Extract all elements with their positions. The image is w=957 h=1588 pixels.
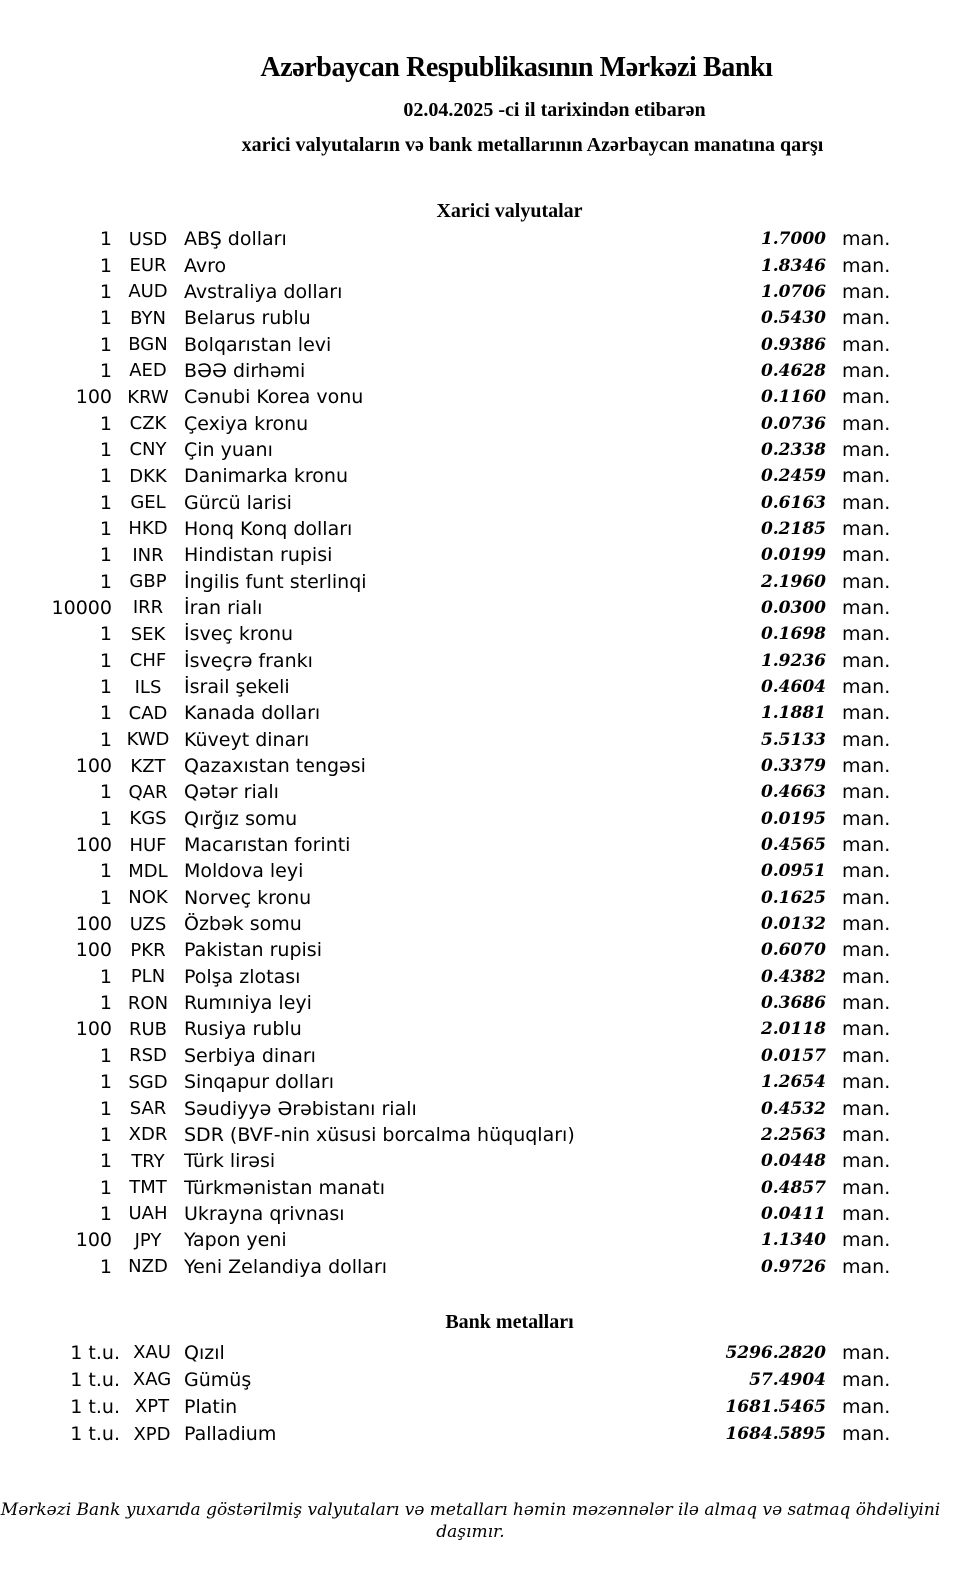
rate-value-cell: 0.0736 <box>760 413 826 434</box>
unit-label-cell: man. <box>842 1341 891 1364</box>
unit-label-cell: man. <box>842 1176 891 1199</box>
currency-row <box>0 1095 891 1121</box>
unit-label-cell: man. <box>842 228 891 251</box>
currency-name-cell: Honq Konq dolları <box>184 517 353 540</box>
quantity-cell: 1 t.u. <box>70 1423 120 1446</box>
currency-row <box>0 937 891 963</box>
currency-name-cell: Bolqarıstan levi <box>184 333 332 356</box>
unit-label-cell: man. <box>842 307 891 330</box>
currency-row <box>0 1043 891 1069</box>
unit-label-cell: man. <box>842 1150 891 1173</box>
currency-name-cell: Çexiya kronu <box>184 412 309 435</box>
currency-row <box>0 1122 891 1148</box>
currency-name-cell: Avstraliya dolları <box>184 280 343 303</box>
rate-value-cell: 2.0118 <box>760 1019 826 1040</box>
quantity-cell: 1 <box>99 1255 112 1278</box>
currency-name-cell: Danimarka kronu <box>184 465 349 488</box>
rate-value-cell: 0.4857 <box>760 1177 826 1198</box>
currency-name-cell: Avro <box>184 254 227 277</box>
rate-value-cell: 5.5133 <box>760 729 826 750</box>
metal-row <box>0 1339 891 1366</box>
currency-row <box>0 858 891 884</box>
quantity-cell: 1 <box>99 491 112 514</box>
currency-code-cell: CZK <box>129 413 167 435</box>
currency-name-cell: Qızıl <box>184 1341 225 1364</box>
rate-value-cell: 0.4628 <box>760 360 826 381</box>
currency-code-cell: RUB <box>128 1018 168 1040</box>
unit-label-cell: man. <box>842 702 891 725</box>
currency-name-cell: Polşa zlotası <box>184 965 301 988</box>
currency-row <box>0 1016 891 1042</box>
currency-name-cell: Pakistan rupisi <box>184 939 322 962</box>
unit-label-cell: man. <box>842 728 891 751</box>
currency-name-cell: ABŞ dolları <box>184 228 287 251</box>
quantity-cell: 1 <box>99 438 112 461</box>
quantity-cell: 1 <box>99 807 112 830</box>
rate-value-cell: 1.9236 <box>760 650 826 671</box>
unit-label-cell: man. <box>842 1123 891 1146</box>
currency-row <box>0 674 891 700</box>
rate-value-cell: 1.8346 <box>760 255 826 276</box>
currency-name-cell: Belarus rublu <box>184 307 311 330</box>
currency-row <box>0 358 891 384</box>
quantity-cell: 100 <box>75 939 112 962</box>
currency-row <box>0 964 891 990</box>
metal-row <box>0 1393 891 1420</box>
quantity-cell: 1 <box>99 965 112 988</box>
currency-code-cell: MDL <box>128 860 168 882</box>
currency-name-cell: Platin <box>184 1395 238 1418</box>
currency-name-cell: Türkmənistan manatı <box>184 1176 386 1199</box>
currency-name-cell: SDR (BVF-nin xüsusi borcalma hüquqları) <box>184 1123 575 1146</box>
rate-value-cell: 0.0448 <box>760 1151 826 1172</box>
rate-value-cell: 1.1340 <box>760 1230 826 1251</box>
currency-name-cell: Özbək somu <box>184 913 302 936</box>
unit-label-cell: man. <box>842 649 891 672</box>
currency-name-cell: Qırğız somu <box>184 807 298 830</box>
currency-row <box>0 885 891 911</box>
currency-name-cell: Gümüş <box>184 1368 252 1391</box>
currency-row <box>0 437 891 463</box>
currency-code-cell: TRY <box>131 1150 165 1172</box>
unit-label-cell: man. <box>842 965 891 988</box>
quantity-cell: 1 <box>99 1176 112 1199</box>
quantity-cell: 1 <box>99 254 112 277</box>
currency-row <box>0 621 891 647</box>
quantity-cell: 1 <box>99 1123 112 1146</box>
currency-code-cell: QAR <box>128 781 168 803</box>
quantity-cell: 100 <box>75 834 112 857</box>
currency-name-cell: Qazaxıstan tengəsi <box>184 755 366 778</box>
unit-label-cell: man. <box>842 438 891 461</box>
currency-row <box>0 463 891 489</box>
rate-value-cell: 2.2563 <box>760 1124 826 1145</box>
quantity-cell: 10000 <box>51 596 112 619</box>
currency-row <box>0 779 891 805</box>
currency-row <box>0 1253 891 1279</box>
currency-name-cell: Moldova leyi <box>184 860 304 883</box>
metals-section-heading-label: Bank metalları <box>445 1311 574 1333</box>
quantity-cell: 1 <box>99 1071 112 1094</box>
quantity-cell: 1 <box>99 781 112 804</box>
unit-label-cell: man. <box>842 1202 891 1225</box>
unit-label-cell: man. <box>842 860 891 883</box>
quantity-cell: 1 <box>99 359 112 382</box>
currency-code-cell: AED <box>129 360 167 382</box>
currency-row <box>0 568 891 594</box>
currency-name-cell: Rusiya rublu <box>184 1018 302 1041</box>
unit-label-cell: man. <box>842 596 891 619</box>
rate-value-cell: 1684.5895 <box>725 1424 826 1445</box>
metals-table <box>0 1339 891 1448</box>
currency-name-cell: İran rialı <box>184 596 263 619</box>
currency-row <box>0 331 891 357</box>
footer-note-text: Mərkəzi Bank yuxarıda göstərilmiş valyutaları və metalları həmin məzənnələr ilə almaq və satmaq öhdəliyini daşımır. <box>0 1500 941 1542</box>
metal-row <box>0 1421 891 1448</box>
unit-label-cell: man. <box>842 1368 891 1391</box>
rate-value-cell: 1.0706 <box>760 281 826 302</box>
currency-name-cell: Qətər rialı <box>184 781 279 804</box>
unit-label-cell: man. <box>842 676 891 699</box>
unit-label-cell: man. <box>842 886 891 909</box>
rate-value-cell: 0.9386 <box>760 334 826 355</box>
currency-row <box>0 1148 891 1174</box>
currency-name-cell: Ukrayna qrivnası <box>184 1202 345 1225</box>
currency-row <box>0 595 891 621</box>
rate-value-cell: 1.1881 <box>760 703 826 724</box>
document-header <box>0 50 957 157</box>
currency-code-cell: BYN <box>130 307 166 329</box>
rate-value-cell: 0.4663 <box>760 782 826 803</box>
currency-name-cell: İsveç kronu <box>184 623 294 646</box>
quantity-cell: 1 <box>99 1202 112 1225</box>
currency-code-cell: BGN <box>128 334 168 356</box>
currency-code-cell: KWD <box>126 729 170 751</box>
currency-code-cell: RON <box>127 992 169 1014</box>
rate-value-cell: 0.2459 <box>760 466 826 487</box>
currency-name-cell: Küveyt dinarı <box>184 728 310 751</box>
currency-code-cell: SEK <box>130 623 166 645</box>
currency-row <box>0 753 891 779</box>
currency-row <box>0 279 891 305</box>
currency-row <box>0 226 891 252</box>
rate-value-cell: 0.3686 <box>760 993 826 1014</box>
quantity-cell: 1 t.u. <box>70 1368 120 1391</box>
unit-label-cell: man. <box>842 491 891 514</box>
currency-name-cell: İsveçrə frankı <box>184 649 313 672</box>
quantity-cell: 1 <box>99 649 112 672</box>
currency-code-cell: USD <box>128 228 168 250</box>
unit-label-cell: man. <box>842 1255 891 1278</box>
currency-row <box>0 542 891 568</box>
currency-row <box>0 410 891 436</box>
currency-code-cell: PKR <box>130 939 166 961</box>
currency-code-cell: SAR <box>129 1098 167 1120</box>
currency-code-cell: JPY <box>134 1229 162 1251</box>
rate-value-cell: 0.1625 <box>760 887 826 908</box>
rate-value-cell: 1.2654 <box>760 1072 826 1093</box>
currency-row <box>0 1174 891 1200</box>
unit-label-cell: man. <box>842 280 891 303</box>
currencies-section-heading <box>0 199 957 223</box>
currency-row <box>0 384 891 410</box>
currency-name-cell: Cənubi Korea vonu <box>184 386 364 409</box>
unit-label-cell: man. <box>842 1229 891 1252</box>
currency-name-cell: Palladium <box>184 1423 277 1446</box>
unit-label-cell: man. <box>842 755 891 778</box>
currency-name-cell: Kanada dolları <box>184 702 321 725</box>
footer-note <box>0 1499 957 1543</box>
unit-label-cell: man. <box>842 1044 891 1067</box>
currency-code-cell: HUF <box>129 834 167 856</box>
unit-label-cell: man. <box>842 1423 891 1446</box>
currency-code-cell: NZD <box>128 1256 168 1278</box>
quantity-cell: 1 <box>99 517 112 540</box>
currency-code-cell: XPD <box>133 1423 171 1445</box>
rate-value-cell: 0.0132 <box>760 914 826 935</box>
currency-code-cell: EUR <box>129 255 167 277</box>
rate-value-cell: 0.1698 <box>760 624 826 645</box>
quantity-cell: 1 <box>99 886 112 909</box>
currency-code-cell: GEL <box>130 492 166 514</box>
quantity-cell: 100 <box>75 913 112 936</box>
currency-code-cell: UZS <box>129 913 167 935</box>
unit-label-cell: man. <box>842 834 891 857</box>
unit-label-cell: man. <box>842 1395 891 1418</box>
rate-value-cell: 0.0951 <box>760 861 826 882</box>
currency-row <box>0 806 891 832</box>
rate-value-cell: 0.0300 <box>760 597 826 618</box>
unit-label-cell: man. <box>842 992 891 1015</box>
currency-name-cell: Gürcü larisi <box>184 491 292 514</box>
currency-row <box>0 1227 891 1253</box>
currency-row <box>0 911 891 937</box>
page-subtitle: xarici valyutaların və bank metallarının Azərbaycan manatına qarşı <box>241 134 824 156</box>
quantity-cell: 1 <box>99 1044 112 1067</box>
quantity-cell: 100 <box>75 755 112 778</box>
rate-value-cell: 0.4382 <box>760 966 826 987</box>
currency-name-cell: Serbiya dinarı <box>184 1044 316 1067</box>
quantity-cell: 1 <box>99 307 112 330</box>
unit-label-cell: man. <box>842 570 891 593</box>
quantity-cell: 1 <box>99 465 112 488</box>
rate-value-cell: 0.0157 <box>760 1045 826 1066</box>
rate-value-cell: 0.0195 <box>760 808 826 829</box>
currency-code-cell: CAD <box>128 702 168 724</box>
effective-date-line: 02.04.2025 -ci il tarixindən etibarən <box>403 99 706 121</box>
currency-name-cell: Sinqapur dolları <box>184 1071 335 1094</box>
unit-label-cell: man. <box>842 1018 891 1041</box>
quantity-cell: 1 <box>99 280 112 303</box>
rate-value-cell: 0.4604 <box>760 677 826 698</box>
rate-value-cell: 2.1960 <box>760 571 826 592</box>
currency-name-cell: Səudiyyə Ərəbistanı rialı <box>184 1097 417 1120</box>
quantity-cell: 1 t.u. <box>70 1395 120 1418</box>
currency-name-cell: Rumıniya leyi <box>184 992 312 1015</box>
quantity-cell: 100 <box>75 1018 112 1041</box>
currency-code-cell: GBP <box>129 571 167 593</box>
unit-label-cell: man. <box>842 623 891 646</box>
currency-code-cell: DKK <box>129 465 167 487</box>
currency-row <box>0 516 891 542</box>
rate-value-cell: 5296.2820 <box>725 1342 826 1363</box>
rate-value-cell: 0.3379 <box>760 756 826 777</box>
currency-code-cell: XAG <box>132 1369 172 1391</box>
currency-code-cell: ILS <box>134 676 162 698</box>
currency-row <box>0 489 891 515</box>
currency-code-cell: NOK <box>128 887 168 909</box>
quantity-cell: 1 <box>99 228 112 251</box>
currency-name-cell: Türk lirəsi <box>184 1150 276 1173</box>
currency-name-cell: Macarıstan forinti <box>184 834 351 857</box>
quantity-cell: 1 t.u. <box>70 1341 120 1364</box>
quantity-cell: 1 <box>99 702 112 725</box>
quantity-cell: 1 <box>99 992 112 1015</box>
unit-label-cell: man. <box>842 386 891 409</box>
metal-row <box>0 1366 891 1393</box>
currency-code-cell: KZT <box>130 755 166 777</box>
quantity-cell: 1 <box>99 544 112 567</box>
quantity-cell: 1 <box>99 1150 112 1173</box>
metals-section-heading <box>0 1310 957 1334</box>
currency-row <box>0 1069 891 1095</box>
page-title: Azərbaycan Respublikasının Mərkəzi Bankı <box>260 52 773 83</box>
quantity-cell: 1 <box>99 728 112 751</box>
rate-value-cell: 0.1160 <box>760 387 826 408</box>
unit-label-cell: man. <box>842 359 891 382</box>
quantity-cell: 100 <box>75 386 112 409</box>
unit-label-cell: man. <box>842 913 891 936</box>
currency-code-cell: KRW <box>127 386 169 408</box>
currency-code-cell: SGD <box>128 1071 168 1093</box>
currency-row <box>0 305 891 331</box>
rate-value-cell: 0.9726 <box>760 1256 826 1277</box>
unit-label-cell: man. <box>842 254 891 277</box>
currency-name-cell: Hindistan rupisi <box>184 544 333 567</box>
rate-value-cell: 1681.5465 <box>725 1396 826 1417</box>
currency-code-cell: XAU <box>133 1342 171 1364</box>
currency-name-cell: İngilis funt sterlinqi <box>184 570 367 593</box>
unit-label-cell: man. <box>842 1071 891 1094</box>
currency-code-cell: XDR <box>128 1124 168 1146</box>
currency-code-cell: IRR <box>132 597 164 619</box>
currency-row <box>0 252 891 278</box>
currency-code-cell: CNY <box>129 439 167 461</box>
currency-code-cell: CHF <box>129 650 167 672</box>
rate-value-cell: 0.0199 <box>760 545 826 566</box>
rate-value-cell: 0.5430 <box>760 308 826 329</box>
unit-label-cell: man. <box>842 465 891 488</box>
unit-label-cell: man. <box>842 939 891 962</box>
currency-row <box>0 832 891 858</box>
unit-label-cell: man. <box>842 807 891 830</box>
rate-value-cell: 0.4565 <box>760 835 826 856</box>
currency-code-cell: INR <box>132 544 164 566</box>
quantity-cell: 1 <box>99 333 112 356</box>
rate-value-cell: 57.4904 <box>749 1369 826 1390</box>
currency-name-cell: Çin yuanı <box>184 438 273 461</box>
currencies-section-heading-label: Xarici valyutalar <box>436 200 583 222</box>
quantity-cell: 1 <box>99 623 112 646</box>
quantity-cell: 1 <box>99 860 112 883</box>
currencies-table <box>0 226 891 1280</box>
currency-name-cell: İsrail şekeli <box>184 676 290 699</box>
unit-label-cell: man. <box>842 1097 891 1120</box>
rate-value-cell: 0.6163 <box>760 492 826 513</box>
currency-code-cell: AUD <box>128 281 168 303</box>
currency-code-cell: TMT <box>129 1177 167 1199</box>
currency-code-cell: XPT <box>134 1396 170 1418</box>
currency-code-cell: UAH <box>128 1203 168 1225</box>
currency-row <box>0 648 891 674</box>
currency-name-cell: BƏƏ dirhəmi <box>184 359 306 382</box>
currency-code-cell: KGS <box>129 808 167 830</box>
quantity-cell: 1 <box>99 1097 112 1120</box>
currency-row <box>0 700 891 726</box>
unit-label-cell: man. <box>842 781 891 804</box>
currency-code-cell: HKD <box>128 518 168 540</box>
rate-value-cell: 0.0411 <box>760 1203 826 1224</box>
unit-label-cell: man. <box>842 517 891 540</box>
currency-name-cell: Yeni Zelandiya dolları <box>184 1255 388 1278</box>
quantity-cell: 100 <box>75 1229 112 1252</box>
rate-value-cell: 1.7000 <box>760 229 826 250</box>
currency-code-cell: RSD <box>129 1045 167 1067</box>
currency-name-cell: Norveç kronu <box>184 886 312 909</box>
rate-value-cell: 0.6070 <box>760 940 826 961</box>
rate-value-cell: 0.4532 <box>760 1098 826 1119</box>
unit-label-cell: man. <box>842 544 891 567</box>
currency-name-cell: Yapon yeni <box>184 1229 287 1252</box>
currency-row <box>0 727 891 753</box>
quantity-cell: 1 <box>99 412 112 435</box>
rate-value-cell: 0.2185 <box>760 518 826 539</box>
unit-label-cell: man. <box>842 412 891 435</box>
rate-value-cell: 0.2338 <box>760 439 826 460</box>
unit-label-cell: man. <box>842 333 891 356</box>
quantity-cell: 1 <box>99 676 112 699</box>
currency-row <box>0 990 891 1016</box>
quantity-cell: 1 <box>99 570 112 593</box>
currency-row <box>0 1201 891 1227</box>
currency-code-cell: PLN <box>130 966 166 988</box>
